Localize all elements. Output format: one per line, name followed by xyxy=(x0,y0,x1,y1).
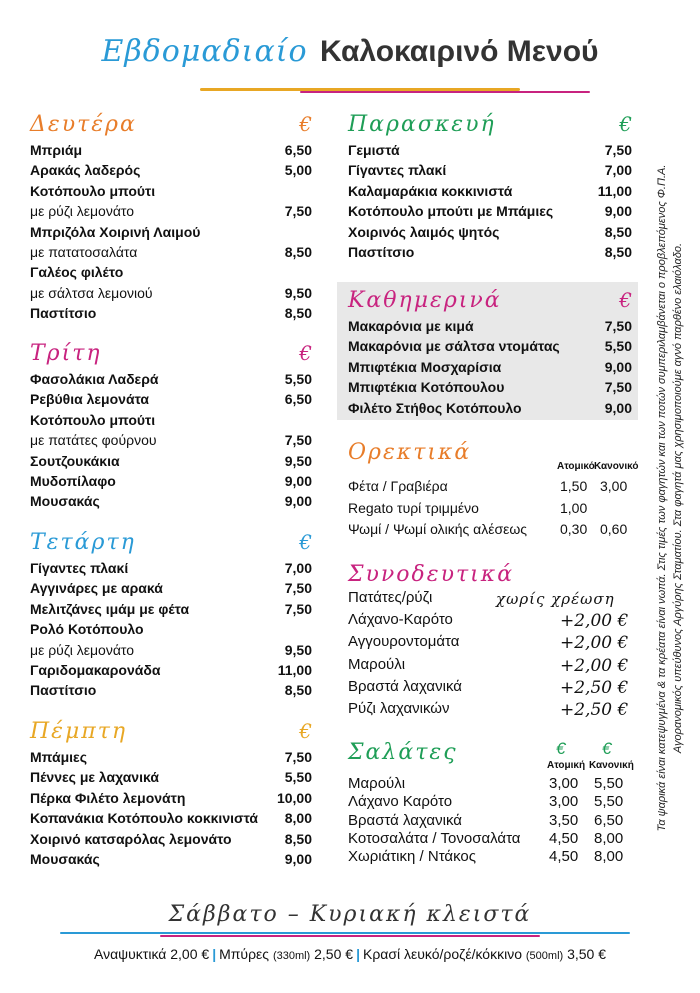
section-currency-monday: € xyxy=(299,112,312,136)
menu-item xyxy=(30,767,312,787)
menu-item-price: 9,00 xyxy=(604,358,632,375)
bottom-brush-stroke-2 xyxy=(160,935,540,937)
menu-item xyxy=(348,357,632,377)
menu-item xyxy=(30,369,312,389)
menu-item-name: με ρύζι λεμονάτο xyxy=(30,203,135,220)
section-friday xyxy=(348,112,632,262)
menu-item-name: Ρεβύθια λεμονάτα xyxy=(30,391,150,408)
menu-item-price: 9,00 xyxy=(284,472,312,489)
menu-item xyxy=(348,316,632,336)
menu-item-name: Κοτόπουλο μπούτι με Μπάμιες xyxy=(348,203,554,220)
menu-item-name: Κοτόπουλο μπούτι xyxy=(30,182,156,199)
salad-name: Βραστά λαχανικά xyxy=(348,811,462,829)
salad-name: Λάχανο Καρότο xyxy=(348,793,453,811)
title-brush-stroke-2 xyxy=(300,91,590,93)
salad-name: Μαρούλι xyxy=(348,775,406,792)
salad-price-single: 3,50 xyxy=(549,811,579,829)
side-item-name: Βραστά λαχανικά xyxy=(348,677,462,695)
side-note-line-2: Αγορανομικός υπεύθυνος Αργύρης Σταματίου. Στα φαγητά μας χρησιμοποιούμε αγνό παρθένο ελαιόλαδο. xyxy=(672,242,684,753)
section-currency-thursday: € xyxy=(299,719,312,743)
menu-item-name: Γεμιστά xyxy=(348,142,400,158)
bottom-brush-stroke xyxy=(60,932,630,934)
side-item-name: Μαρούλι xyxy=(348,655,406,673)
menu-item-name: Ρολό Κοτόπουλο xyxy=(30,621,144,638)
side-item-price: +2,00 € xyxy=(560,611,629,632)
menu-item-price: 6,50 xyxy=(284,142,312,158)
menu-item xyxy=(30,747,312,767)
salad-name: Χωριάτικη / Ντάκος xyxy=(348,848,476,866)
menu-item xyxy=(30,788,312,808)
section-sides xyxy=(348,562,632,590)
salads-title: Σαλάτες xyxy=(348,740,458,765)
title-bold: Καλοκαιρινό Μενού xyxy=(319,35,599,68)
menu-item xyxy=(348,222,632,242)
section-currency-daily: € xyxy=(619,288,632,312)
menu-item-name: Κοπανάκια Κοτόπουλο κοκκινιστά xyxy=(30,810,259,827)
menu-item-name: Μπιφτέκια Μοσχαρίσια xyxy=(348,358,502,375)
menu-item-price: 8,50 xyxy=(284,305,312,322)
vat-side-note xyxy=(652,85,688,910)
section-currency-wednesday: € xyxy=(299,530,312,554)
menu-item-price: 7,50 xyxy=(284,600,312,617)
menu-item xyxy=(30,640,312,660)
menu-item xyxy=(30,660,312,680)
menu-item-name: Μυδοπίλαφο xyxy=(30,472,116,489)
menu-item-price: 8,50 xyxy=(604,223,632,240)
appetizer-name: Φέτα / Γραβιέρα xyxy=(348,478,448,494)
menu-item-name: Μακαρόνια με κιμά xyxy=(348,318,474,334)
menu-item-price xyxy=(278,181,312,201)
salads-col-regular: Κανονική xyxy=(589,760,634,771)
menu-item-name: Παστίτσιο xyxy=(348,243,415,260)
menu-item-price: 8,50 xyxy=(284,682,312,699)
menu-item-price: 7,50 xyxy=(604,379,632,396)
side-item-price: +2,50 € xyxy=(560,677,629,698)
menu-item-name: Μπριζόλα Χοιρινή Λαιμού xyxy=(30,223,201,240)
menu-item-name: Μακαρόνια με σάλτσα ντομάτας xyxy=(348,338,560,355)
menu-item-name: Μπιφτέκια Κοτόπουλου xyxy=(348,379,505,396)
menu-item-name: Γίγαντες πλακί xyxy=(348,162,447,179)
salad-price-regular: 6,50 xyxy=(594,811,624,829)
section-title-daily: Καθημερινά xyxy=(348,288,502,313)
menu-item-name: Φασολάκια Λαδερά xyxy=(30,371,159,387)
side-item-price: +2,00 € xyxy=(560,633,629,654)
menu-item-name: Γίγαντες πλακί xyxy=(30,560,129,576)
menu-item-price: 9,00 xyxy=(284,493,312,510)
menu-item-price xyxy=(278,222,312,242)
section-currency-friday: € xyxy=(619,112,632,136)
menu-item xyxy=(30,242,312,262)
menu-item xyxy=(30,181,312,201)
salad-price-regular: 8,00 xyxy=(594,829,624,847)
section-title-tuesday: Τρίτη xyxy=(30,341,102,366)
menu-item-name: Γαριδομακαρονάδα xyxy=(30,661,161,678)
menu-item-price: 7,50 xyxy=(284,580,312,597)
menu-item xyxy=(348,242,632,262)
menu-item-price xyxy=(278,410,312,430)
salad-price-regular: 5,50 xyxy=(594,793,624,811)
section-currency-tuesday: € xyxy=(299,341,312,365)
menu-item xyxy=(30,283,312,303)
side-item-name: Ρύζι λαχανικών xyxy=(348,700,450,717)
menu-item xyxy=(30,619,312,639)
menu-item-price: 7,00 xyxy=(284,560,312,576)
appetizer-price-regular: 0,60 xyxy=(600,521,628,537)
salad-price-regular: 5,50 xyxy=(594,775,624,792)
menu-item-price: 7,50 xyxy=(284,432,312,449)
menu-item xyxy=(30,491,312,511)
wine-price: 3,50 € xyxy=(567,946,607,962)
menu-item xyxy=(30,140,312,160)
salad-price-regular: 8,00 xyxy=(594,848,624,866)
salads-euro-1: € xyxy=(556,739,566,758)
section-monday xyxy=(30,112,312,324)
menu-item-name: Καλαμαράκια κοκκινιστά xyxy=(348,182,513,199)
menu-item-name: με πατάτες φούρνου xyxy=(30,432,157,449)
menu-item xyxy=(30,808,312,828)
appetizers-col-regular: Κανονικό xyxy=(594,461,639,472)
menu-item-price: 8,50 xyxy=(284,830,312,847)
section-tuesday xyxy=(30,341,312,512)
menu-item-price: 5,50 xyxy=(284,769,312,786)
menu-item xyxy=(348,160,632,180)
menu-item xyxy=(30,201,312,221)
soft-drinks-price: Αναψυκτικά 2,00 € xyxy=(93,946,210,962)
menu-item-price: 5,00 xyxy=(284,162,312,179)
menu-item-price: 8,50 xyxy=(604,243,632,260)
menu-item-price: 7,00 xyxy=(604,162,632,179)
menu-item xyxy=(30,578,312,598)
menu-item xyxy=(30,829,312,849)
menu-item xyxy=(30,558,312,578)
menu-item-price: 7,50 xyxy=(604,142,632,158)
appetizer-price-regular: 3,00 xyxy=(600,478,628,494)
menu-item-name: Μπάμιες xyxy=(30,749,87,765)
sides-no-charge-note: χωρίς χρέωση xyxy=(496,590,615,608)
menu-item-name: Αρακάς λαδερός xyxy=(30,162,141,179)
menu-item-name: Μουσακάς xyxy=(30,493,100,510)
menu-item-price: 7,50 xyxy=(284,749,312,765)
section-daily xyxy=(348,288,632,418)
section-wednesday xyxy=(30,530,312,701)
menu-item xyxy=(30,471,312,491)
appetizer-name: Ψωμί / Ψωμί ολικής αλέσεως xyxy=(348,521,528,537)
menu-item-name: Πέρκα Φιλέτο λεμονάτη xyxy=(30,789,186,806)
menu-item-price: 9,00 xyxy=(604,203,632,220)
menu-item-name: Χοιρινό κατσαρόλας λεμονάτο xyxy=(30,830,232,847)
salad-price-single: 4,50 xyxy=(549,848,579,866)
salad-price-single: 3,00 xyxy=(549,793,579,811)
appetizers-col-single: Ατομικό xyxy=(557,461,595,472)
menu-item-name: με πατατοσαλάτα xyxy=(30,243,138,260)
menu-item xyxy=(348,201,632,221)
menu-item-price xyxy=(278,262,312,282)
menu-item xyxy=(348,181,632,201)
menu-item-price: 9,50 xyxy=(284,641,312,658)
menu-item-price: 5,50 xyxy=(604,338,632,355)
section-thursday xyxy=(30,719,312,869)
menu-item-name: με σάλτσα λεμονιού xyxy=(30,284,153,301)
menu-item xyxy=(30,389,312,409)
menu-item-price: 5,50 xyxy=(284,371,312,387)
menu-item xyxy=(348,398,632,418)
side-note-line-1: Τα ψαρικά είναι κατεψυγμένα & τα κρέατα είναι νωπά. Στις τιμές των φαγητών και των ποτών συμπεριλαμβάνεται ο προβλεπόμενος Φ.Π.Α. xyxy=(656,164,668,831)
menu-item xyxy=(30,430,312,450)
appetizer-name: Regato τυρί τριμμένο xyxy=(348,499,479,516)
side-item-price: +2,50 € xyxy=(560,700,629,720)
menu-item-name: Μελιτζάνες ιμάμ με φέτα xyxy=(30,600,190,617)
menu-item-price xyxy=(278,619,312,639)
menu-item-name: Αγγινάρες με αρακά xyxy=(30,580,163,597)
salad-name: Κοτοσαλάτα / Τονοσαλάτα xyxy=(348,829,521,847)
section-title-monday: Δευτέρα xyxy=(30,112,137,137)
sides-title: Συνοδευτικά xyxy=(348,562,515,587)
title-script: Εβδομαδιαίο xyxy=(101,34,308,69)
menu-item-name: Φιλέτο Στήθος Κοτόπουλο xyxy=(348,399,522,416)
menu-item-price: 9,00 xyxy=(604,399,632,416)
menu-item-price: 7,50 xyxy=(284,203,312,220)
wine-label: Κρασί λευκό/ροζέ/κόκκινο xyxy=(362,946,522,962)
menu-item xyxy=(30,303,312,323)
menu-item xyxy=(30,599,312,619)
beers-label: Μπύρες xyxy=(219,946,270,962)
menu-item xyxy=(30,160,312,180)
appetizer-price-single: 1,50 xyxy=(560,478,588,494)
section-title-friday: Παρασκευή xyxy=(348,112,496,137)
menu-item-name: Κοτόπουλο μπούτι xyxy=(30,411,156,428)
menu-item-price: 8,00 xyxy=(284,810,312,827)
side-item-name: Λάχανο-Καρότο xyxy=(348,611,453,629)
menu-item xyxy=(30,262,312,282)
menu-item-name: Μπριάμ xyxy=(30,142,83,158)
menu-item-price: 11,00 xyxy=(597,182,632,199)
appetizer-price-single: 0,30 xyxy=(560,521,588,537)
menu-item-name: Παστίτσιο xyxy=(30,305,97,322)
menu-item-price: 9,50 xyxy=(284,452,312,469)
section-title-thursday: Πέμπτη xyxy=(30,719,128,744)
menu-item-price: 7,50 xyxy=(604,318,632,334)
menu-item xyxy=(30,222,312,242)
side-item-price: +2,00 € xyxy=(560,655,629,676)
menu-item-name: Γαλέος φιλέτο xyxy=(30,264,124,281)
menu-item-name: Πέννες με λαχανικά xyxy=(30,769,159,786)
menu-item-price: 9,50 xyxy=(284,284,312,301)
page-title xyxy=(0,34,700,69)
appetizer-price-single: 1,00 xyxy=(560,499,588,516)
wine-size: (500ml) xyxy=(525,950,564,962)
menu-item-price: 9,00 xyxy=(284,850,312,867)
menu-item-price: 11,00 xyxy=(277,661,312,678)
menu-item-name: Χοιρινός λαιμός ψητός xyxy=(348,223,500,240)
salad-price-single: 3,00 xyxy=(549,775,579,792)
menu-item xyxy=(348,336,632,356)
menu-item-name: Μουσακάς xyxy=(30,850,100,867)
menu-item xyxy=(348,140,632,160)
menu-item-name: Παστίτσιο xyxy=(30,682,97,699)
menu-item-price: 8,50 xyxy=(284,243,312,260)
menu-item xyxy=(348,377,632,397)
menu-item xyxy=(30,451,312,471)
menu-item xyxy=(30,410,312,430)
salad-price-single: 4,50 xyxy=(549,829,579,847)
side-item-name: Πατάτες/ρύζι xyxy=(348,589,433,606)
beers-size: (330ml) xyxy=(272,950,311,962)
side-item-name: Αγγουροντομάτα xyxy=(348,633,460,651)
section-title-wednesday: Τετάρτη xyxy=(30,530,136,555)
menu-item-name: Σουτζουκάκια xyxy=(30,452,120,469)
menu-item xyxy=(30,849,312,869)
weekend-closed-note: Σάββατο – Κυριακή κλειστά xyxy=(168,902,532,927)
salads-col-single: Ατομική xyxy=(547,760,586,771)
appetizers-title: Ορεκτικά xyxy=(348,440,472,465)
menu-item-price: 10,00 xyxy=(276,789,312,806)
drinks-footer: Αναψυκτικά 2,00 € | Μπύρες (330ml) 2,50 € | Κρασί λευκό/ροζέ/κόκκινο (500ml) 3,50 € xyxy=(93,946,607,962)
salads-euro-2: € xyxy=(602,739,612,758)
menu-item xyxy=(30,680,312,700)
menu-item-price: 6,50 xyxy=(284,391,312,408)
beers-price: 2,50 € xyxy=(314,946,354,962)
menu-item-name: με ρύζι λεμονάτο xyxy=(30,641,135,658)
